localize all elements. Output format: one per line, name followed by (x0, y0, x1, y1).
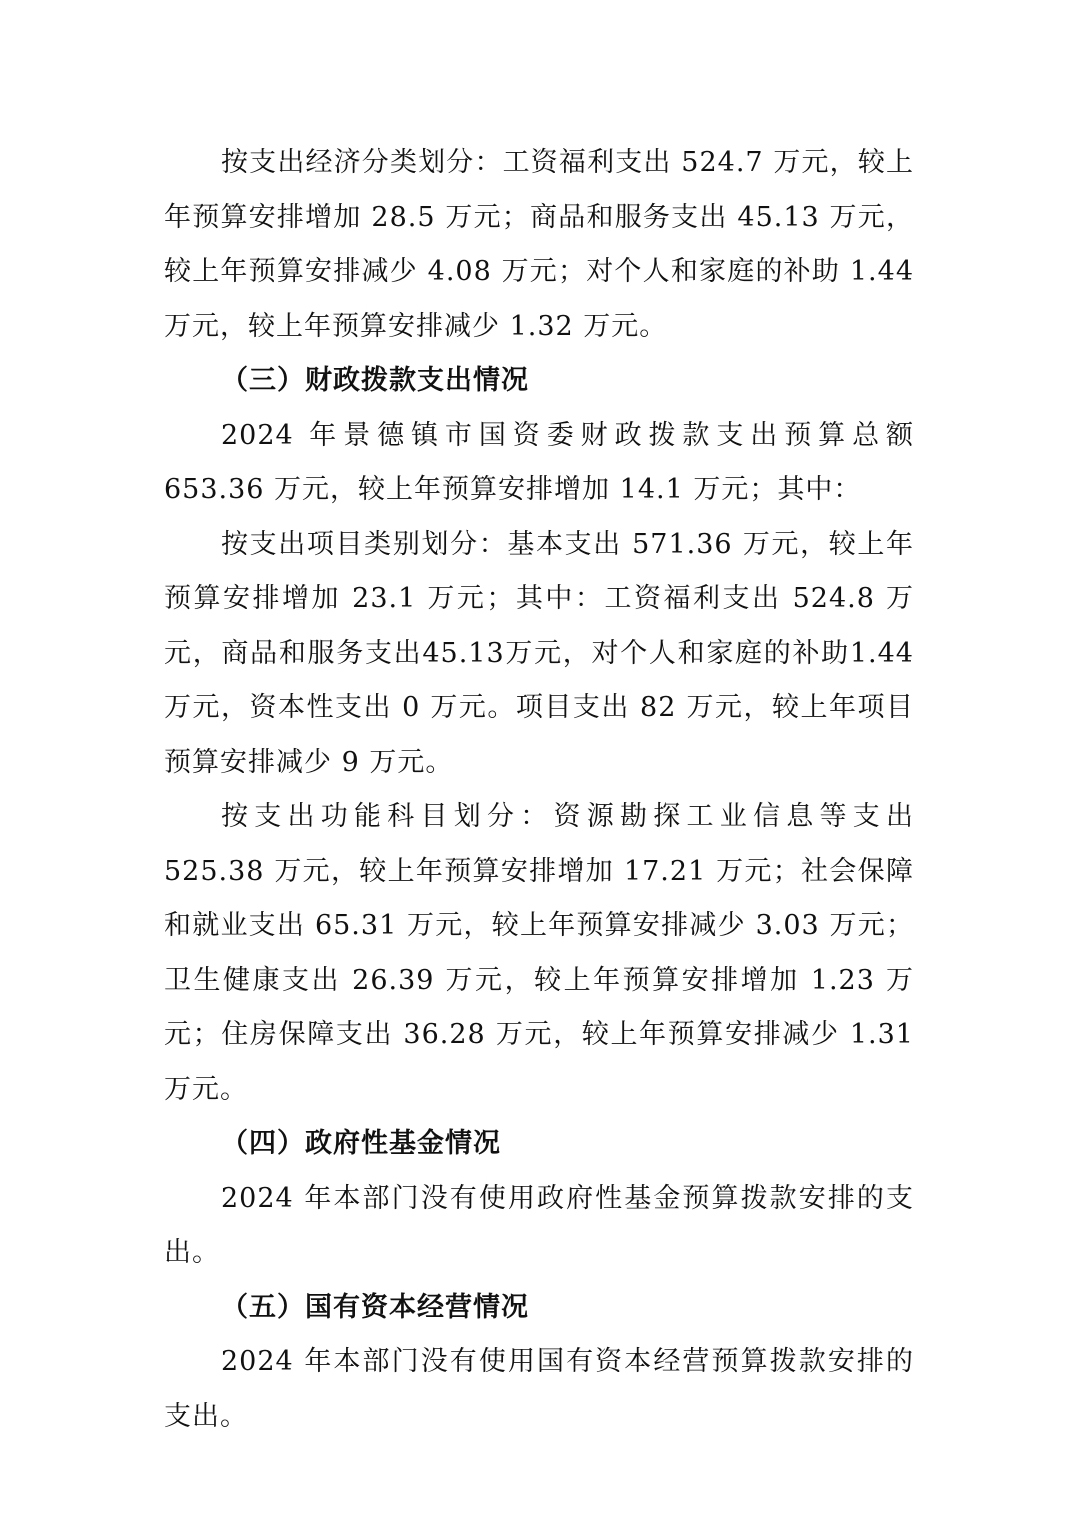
section-heading-state-capital: （五）国有资本经营情况 (221, 1291, 529, 1323)
paragraph-fiscal-total: 2024 年景德镇市国资委财政拨款支出预算总额 653.36 万元，较上年预算安排增加 14.1 万元；其中： (164, 419, 914, 505)
document-page (164, 136, 914, 1444)
section-heading-fiscal-appropriation: （三）财政拨款支出情况 (221, 365, 529, 396)
section-heading-government-fund: （四）政府性基金情况 (221, 1128, 501, 1159)
paragraph-project-category: 按支出项目类别划分：基本支出 571.36 万元，较上年预算安排增加 23.1 万元；其中：工资福利支出 524.8 万元，商品和服务支出45.13万元，对个人和家庭的补助1.44万元，资本性支出 0 万元。项目支出 82 万元，较上年项目预算安排减少 9 万元。 (164, 528, 914, 778)
paragraph-economic-classification: 按支出经济分类划分：工资福利支出 524.7 万元，较上年预算安排增加 28.5 万元；商品和服务支出 45.13 万元，较上年预算安排减少 4.08 万元；对个人和家庭的补助 1.44 万元，较上年预算安排减少 1.32 万元。 (164, 147, 914, 342)
paragraph-government-fund: 2024 年本部门没有使用政府性基金预算拨款安排的支出。 (164, 1182, 914, 1268)
paragraph-functional-classification: 按支出功能科目划分：资源勘探工业信息等支出 525.38 万元，较上年预算安排增加 17.21 万元；社会保障和就业支出 65.31 万元，较上年预算安排减少 3.03 万元；卫生健康支出 26.39 万元，较上年预算安排增加 1.23 万元；住房保障支出 36.28 万元，较上年预算安排减少 1.31 万元。 (164, 801, 914, 1105)
paragraph-state-capital: 2024 年本部门没有使用国有资本经营预算拨款安排的支出。 (164, 1346, 914, 1432)
